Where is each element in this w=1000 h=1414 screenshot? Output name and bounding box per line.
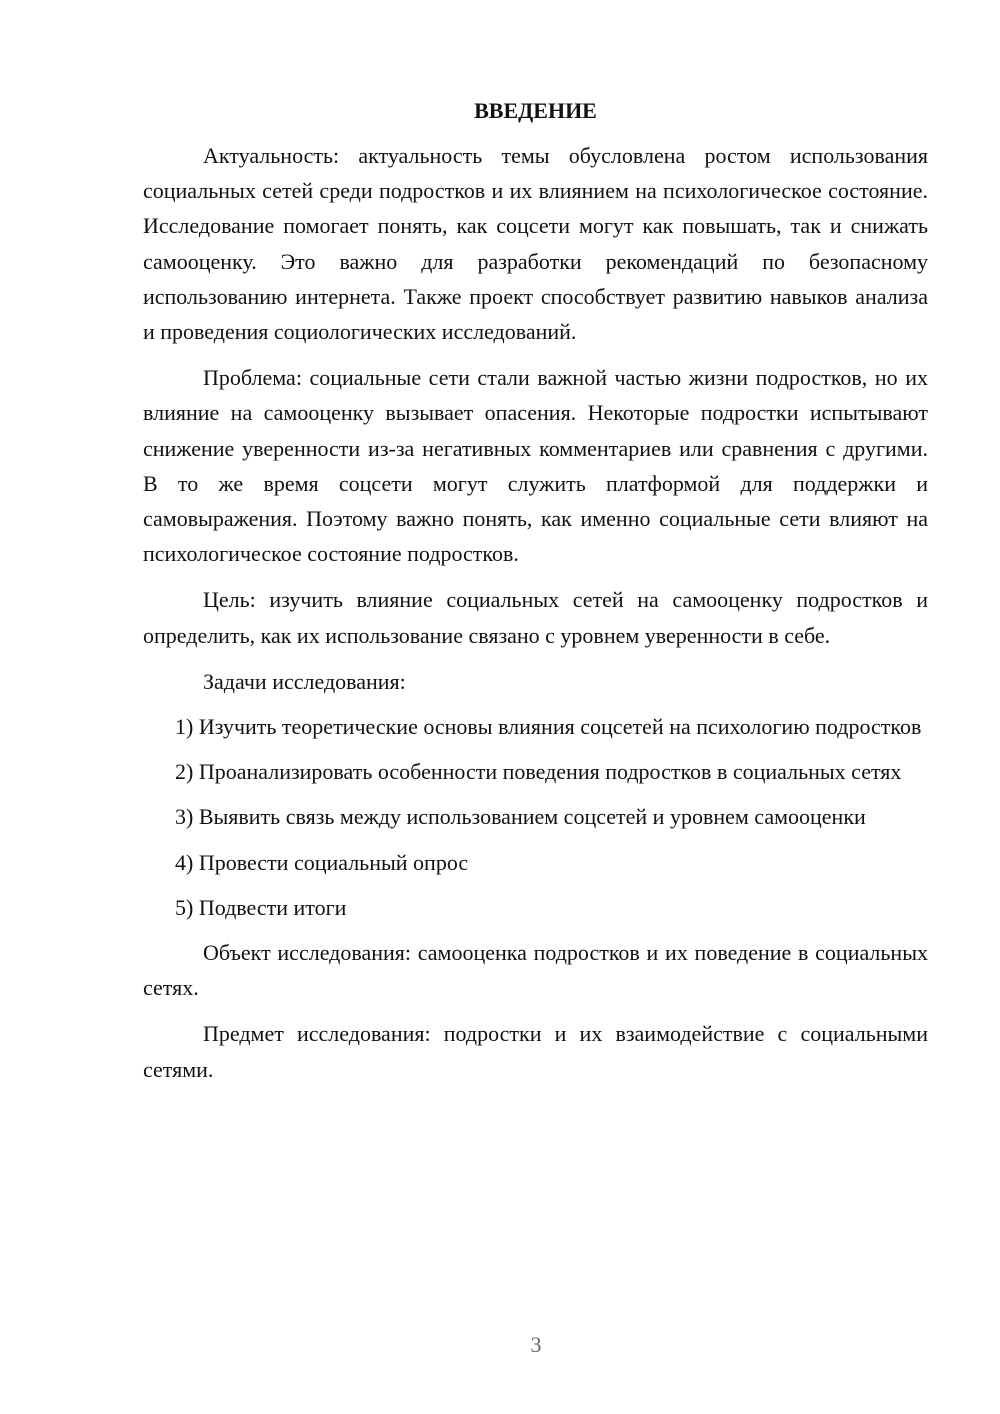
tasks-list bbox=[143, 709, 928, 925]
task-item-5: 5) Подвести итоги bbox=[175, 894, 347, 920]
task-item-2: 2) Проанализировать особенности поведения подростков в социальных сетях bbox=[175, 759, 902, 785]
page-content bbox=[143, 96, 928, 1098]
problem-paragraph: Проблема: социальные сети стали важной частью жизни подростков, но их влияние на самооценку вызывает опасения. Некоторые подростки испытывают снижение уверенности из-за негативных комментариев или сравнения с другими. В то же время соцсети могут служить платформой для поддержки и самовыражения. Поэтому важно понять, как именно социальные сети влияют на психологическое состояние подростков. bbox=[143, 365, 928, 567]
goal-paragraph: Цель: изучить влияние социальных сетей на самооценку подростков и определить, как их использование связано с уровнем уверенности в себе. bbox=[143, 587, 928, 648]
subject-paragraph: Предмет исследования: подростки и их взаимодействие с социальными сетями. bbox=[143, 1021, 928, 1082]
relevance-paragraph: Актуальность: актуальность темы обусловлена ростом использования социальных сетей среди подростков и их влиянием на психологическое состояние. Исследование помогает понять, как соцсети могут как повышать, так и снижать самооценку. Это важно для разработки рекомендаций по безопасному использованию интернета. Также проект способствует развитию навыков анализа и проведения социологических исследований. bbox=[143, 143, 928, 345]
task-item-3: 3) Выявить связь между использованием соцсетей и уровнем самооценки bbox=[175, 804, 866, 830]
task-item-4: 4) Провести социальный опрос bbox=[175, 849, 469, 875]
tasks-heading: Задачи исследования: bbox=[203, 668, 406, 694]
task-item-1: 1) Изучить теоретические основы влияния соцсетей на психологию подростков bbox=[175, 714, 922, 740]
object-paragraph: Объект исследования: самооценка подростков и их поведение в социальных сетях. bbox=[143, 940, 928, 1001]
page-number: 3 bbox=[530, 1332, 542, 1357]
section-title: ВВЕДЕНИЕ bbox=[474, 98, 597, 123]
